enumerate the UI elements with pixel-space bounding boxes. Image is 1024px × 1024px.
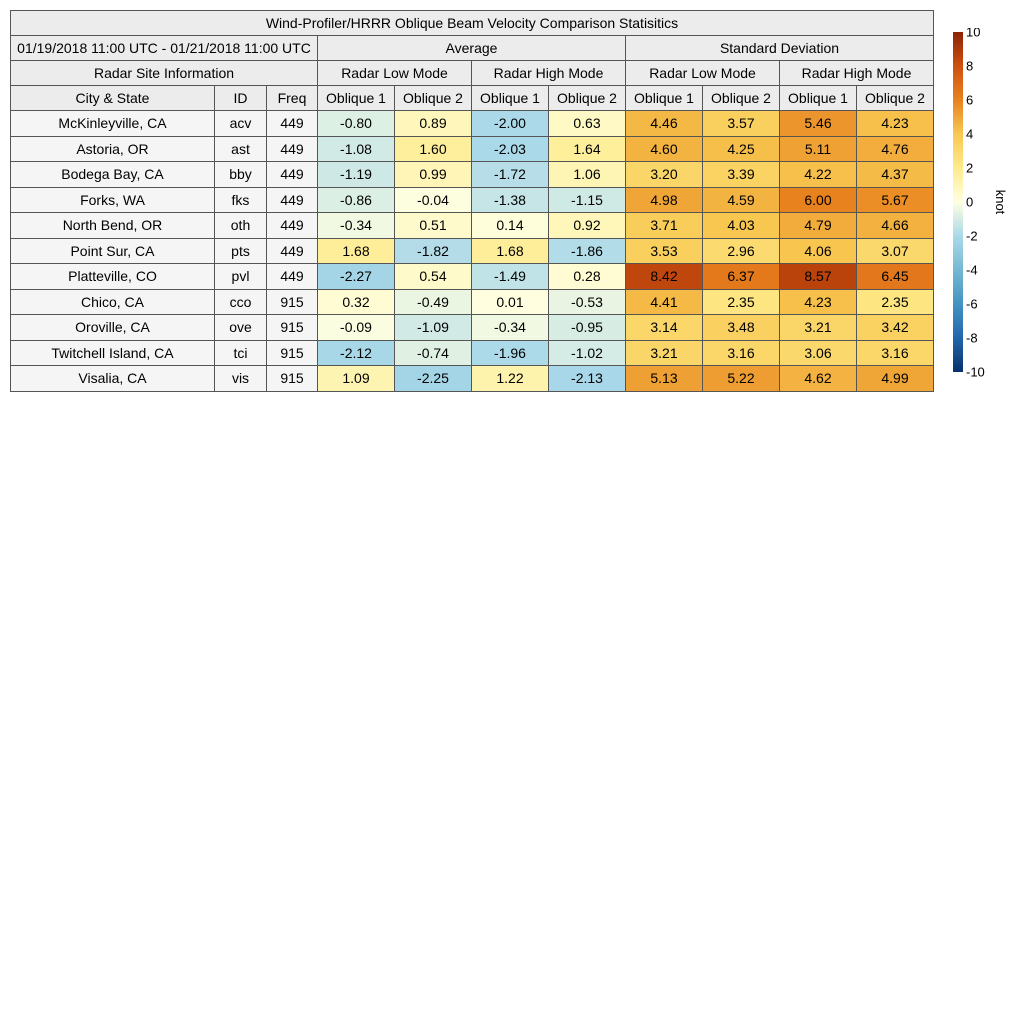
- table-row: [11, 136, 934, 162]
- cell-avg-low-o1: -1.08: [318, 136, 395, 162]
- site-freq: 449: [267, 238, 318, 264]
- col-header-sd-low-oblique-1: Oblique 1: [626, 86, 703, 111]
- date-range: 01/19/2018 11:00 UTC - 01/21/2018 11:00 UTC: [11, 36, 318, 61]
- cell-sd-high-o2: 2.35: [857, 289, 934, 315]
- col-header-sd-high-oblique-2: Oblique 2: [857, 86, 934, 111]
- site-city: Oroville, CA: [11, 315, 215, 341]
- cell-avg-low-o1: -2.12: [318, 340, 395, 366]
- site-id: fks: [215, 187, 267, 213]
- cell-sd-high-o2: 4.66: [857, 213, 934, 239]
- col-header-avg-low-oblique-1: Oblique 1: [318, 86, 395, 111]
- site-city: North Bend, OR: [11, 213, 215, 239]
- cell-sd-low-o1: 3.14: [626, 315, 703, 341]
- site-freq: 449: [267, 264, 318, 290]
- cell-avg-high-o2: -1.15: [549, 187, 626, 213]
- colorbar-tick-label: 0: [966, 194, 974, 210]
- cell-avg-low-o2: -2.25: [395, 366, 472, 392]
- site-city: Point Sur, CA: [11, 238, 215, 264]
- table-row: [11, 340, 934, 366]
- cell-sd-high-o1: 4.23: [780, 289, 857, 315]
- cell-sd-low-o2: 3.57: [703, 111, 780, 137]
- cell-avg-high-o2: 0.28: [549, 264, 626, 290]
- average-header: Average: [318, 36, 626, 61]
- cell-avg-low-o2: 1.60: [395, 136, 472, 162]
- cell-sd-low-o1: 4.41: [626, 289, 703, 315]
- cell-avg-low-o1: 0.32: [318, 289, 395, 315]
- site-id: cco: [215, 289, 267, 315]
- cell-sd-low-o1: 3.20: [626, 162, 703, 188]
- cell-avg-high-o2: 0.63: [549, 111, 626, 137]
- colorbar-tick-label: 6: [966, 92, 974, 108]
- colorbar-tick-label: 8: [966, 58, 974, 74]
- cell-sd-high-o1: 5.46: [780, 111, 857, 137]
- table-row: [11, 111, 934, 137]
- cell-sd-high-o1: 4.22: [780, 162, 857, 188]
- cell-avg-low-o1: 1.09: [318, 366, 395, 392]
- cell-avg-low-o1: -1.19: [318, 162, 395, 188]
- site-id: pvl: [215, 264, 267, 290]
- site-freq: 449: [267, 213, 318, 239]
- sd-high-mode-header: Radar High Mode: [780, 61, 934, 86]
- cell-avg-high-o2: -1.02: [549, 340, 626, 366]
- cell-avg-high-o1: 0.01: [472, 289, 549, 315]
- cell-sd-high-o2: 5.67: [857, 187, 934, 213]
- table-row: [11, 289, 934, 315]
- cell-avg-high-o1: 1.68: [472, 238, 549, 264]
- cell-sd-low-o2: 2.35: [703, 289, 780, 315]
- sd-low-mode-header: Radar Low Mode: [626, 61, 780, 86]
- cell-avg-low-o1: -0.09: [318, 315, 395, 341]
- cell-sd-high-o1: 5.11: [780, 136, 857, 162]
- cell-sd-low-o2: 4.03: [703, 213, 780, 239]
- colorbar-tick-label: -10: [966, 364, 985, 380]
- colorbar: [950, 28, 1012, 380]
- col-header-avg-high-oblique-2: Oblique 2: [549, 86, 626, 111]
- cell-sd-low-o1: 3.53: [626, 238, 703, 264]
- site-id: bby: [215, 162, 267, 188]
- site-city: Twitchell Island, CA: [11, 340, 215, 366]
- cell-sd-high-o1: 4.62: [780, 366, 857, 392]
- cell-sd-high-o1: 4.79: [780, 213, 857, 239]
- cell-sd-high-o2: 6.45: [857, 264, 934, 290]
- colorbar-tick-label: -6: [966, 296, 978, 312]
- colorbar-unit-label: knot: [993, 189, 1008, 215]
- site-city: Astoria, OR: [11, 136, 215, 162]
- cell-avg-low-o2: 0.51: [395, 213, 472, 239]
- site-id: oth: [215, 213, 267, 239]
- cell-sd-low-o2: 3.16: [703, 340, 780, 366]
- cell-avg-high-o2: 0.92: [549, 213, 626, 239]
- cell-avg-high-o2: -1.86: [549, 238, 626, 264]
- site-freq: 915: [267, 315, 318, 341]
- cell-avg-high-o2: -0.95: [549, 315, 626, 341]
- cell-sd-low-o2: 2.96: [703, 238, 780, 264]
- cell-sd-high-o2: 3.07: [857, 238, 934, 264]
- colorbar-tick-label: 10: [966, 28, 981, 40]
- cell-sd-high-o2: 4.99: [857, 366, 934, 392]
- table-row: [11, 315, 934, 341]
- site-id: ast: [215, 136, 267, 162]
- cell-sd-low-o2: 3.39: [703, 162, 780, 188]
- cell-sd-high-o2: 3.42: [857, 315, 934, 341]
- site-freq: 449: [267, 187, 318, 213]
- cell-sd-high-o2: 4.76: [857, 136, 934, 162]
- cell-avg-high-o2: 1.64: [549, 136, 626, 162]
- site-city: Chico, CA: [11, 289, 215, 315]
- cell-sd-low-o1: 5.13: [626, 366, 703, 392]
- cell-avg-low-o1: -0.80: [318, 111, 395, 137]
- cell-avg-low-o2: -0.74: [395, 340, 472, 366]
- cell-avg-high-o1: 1.22: [472, 366, 549, 392]
- site-freq: 449: [267, 162, 318, 188]
- cell-avg-high-o1: -2.00: [472, 111, 549, 137]
- site-info-header: Radar Site Information: [11, 61, 318, 86]
- cell-avg-high-o2: -2.13: [549, 366, 626, 392]
- cell-avg-high-o1: -2.03: [472, 136, 549, 162]
- cell-sd-low-o2: 4.59: [703, 187, 780, 213]
- cell-sd-low-o2: 6.37: [703, 264, 780, 290]
- table-row: [11, 162, 934, 188]
- site-id: tci: [215, 340, 267, 366]
- table-row: [11, 187, 934, 213]
- site-id: acv: [215, 111, 267, 137]
- cell-avg-low-o2: -0.49: [395, 289, 472, 315]
- site-freq: 449: [267, 136, 318, 162]
- cell-sd-high-o1: 3.06: [780, 340, 857, 366]
- col-header-sd-high-oblique-1: Oblique 1: [780, 86, 857, 111]
- comparison-table: [10, 10, 934, 392]
- table-row: [11, 366, 934, 392]
- colorbar-tick-label: -8: [966, 330, 978, 346]
- table-title: Wind-Profiler/HRRR Oblique Beam Velocity Comparison Statisitics: [11, 11, 934, 36]
- cell-avg-low-o2: -1.09: [395, 315, 472, 341]
- cell-sd-high-o2: 4.37: [857, 162, 934, 188]
- avg-high-mode-header: Radar High Mode: [472, 61, 626, 86]
- site-freq: 915: [267, 289, 318, 315]
- cell-sd-high-o2: 3.16: [857, 340, 934, 366]
- site-id: ove: [215, 315, 267, 341]
- site-id: pts: [215, 238, 267, 264]
- col-header-freq: Freq: [267, 86, 318, 111]
- cell-avg-high-o1: -1.96: [472, 340, 549, 366]
- cell-sd-low-o1: 4.98: [626, 187, 703, 213]
- site-freq: 915: [267, 340, 318, 366]
- cell-sd-high-o1: 6.00: [780, 187, 857, 213]
- col-header-id: ID: [215, 86, 267, 111]
- site-city: Forks, WA: [11, 187, 215, 213]
- col-header-avg-high-oblique-1: Oblique 1: [472, 86, 549, 111]
- colorbar-tick-label: -4: [966, 262, 978, 278]
- cell-avg-low-o2: 0.89: [395, 111, 472, 137]
- cell-avg-high-o1: -1.72: [472, 162, 549, 188]
- colorbar-gradient: [953, 32, 963, 372]
- site-city: Visalia, CA: [11, 366, 215, 392]
- cell-sd-low-o1: 4.46: [626, 111, 703, 137]
- site-id: vis: [215, 366, 267, 392]
- colorbar-tick-label: -2: [966, 228, 978, 244]
- cell-avg-low-o1: -0.86: [318, 187, 395, 213]
- cell-sd-low-o1: 8.42: [626, 264, 703, 290]
- cell-avg-high-o1: -0.34: [472, 315, 549, 341]
- cell-avg-high-o1: 0.14: [472, 213, 549, 239]
- site-freq: 915: [267, 366, 318, 392]
- site-city: Platteville, CO: [11, 264, 215, 290]
- cell-sd-high-o2: 4.23: [857, 111, 934, 137]
- table-row: [11, 264, 934, 290]
- cell-avg-high-o2: -0.53: [549, 289, 626, 315]
- avg-low-mode-header: Radar Low Mode: [318, 61, 472, 86]
- cell-sd-low-o2: 3.48: [703, 315, 780, 341]
- cell-avg-low-o2: -0.04: [395, 187, 472, 213]
- cell-avg-low-o2: 0.99: [395, 162, 472, 188]
- cell-avg-high-o1: -1.49: [472, 264, 549, 290]
- cell-avg-low-o2: -1.82: [395, 238, 472, 264]
- cell-avg-low-o1: -2.27: [318, 264, 395, 290]
- cell-sd-low-o1: 3.21: [626, 340, 703, 366]
- cell-sd-high-o1: 4.06: [780, 238, 857, 264]
- colorbar-tick-label: 4: [966, 126, 974, 142]
- cell-sd-low-o2: 5.22: [703, 366, 780, 392]
- cell-sd-low-o1: 3.71: [626, 213, 703, 239]
- site-freq: 449: [267, 111, 318, 137]
- table-row: [11, 213, 934, 239]
- cell-sd-low-o1: 4.60: [626, 136, 703, 162]
- site-city: Bodega Bay, CA: [11, 162, 215, 188]
- table-row: [11, 238, 934, 264]
- stddev-header: Standard Deviation: [626, 36, 934, 61]
- col-header-city: City & State: [11, 86, 215, 111]
- colorbar-tick-label: 2: [966, 160, 974, 176]
- cell-sd-high-o1: 3.21: [780, 315, 857, 341]
- cell-sd-low-o2: 4.25: [703, 136, 780, 162]
- cell-avg-high-o1: -1.38: [472, 187, 549, 213]
- cell-avg-low-o2: 0.54: [395, 264, 472, 290]
- cell-sd-high-o1: 8.57: [780, 264, 857, 290]
- site-city: McKinleyville, CA: [11, 111, 215, 137]
- cell-avg-low-o1: -0.34: [318, 213, 395, 239]
- col-header-sd-low-oblique-2: Oblique 2: [703, 86, 780, 111]
- cell-avg-high-o2: 1.06: [549, 162, 626, 188]
- cell-avg-low-o1: 1.68: [318, 238, 395, 264]
- col-header-avg-low-oblique-2: Oblique 2: [395, 86, 472, 111]
